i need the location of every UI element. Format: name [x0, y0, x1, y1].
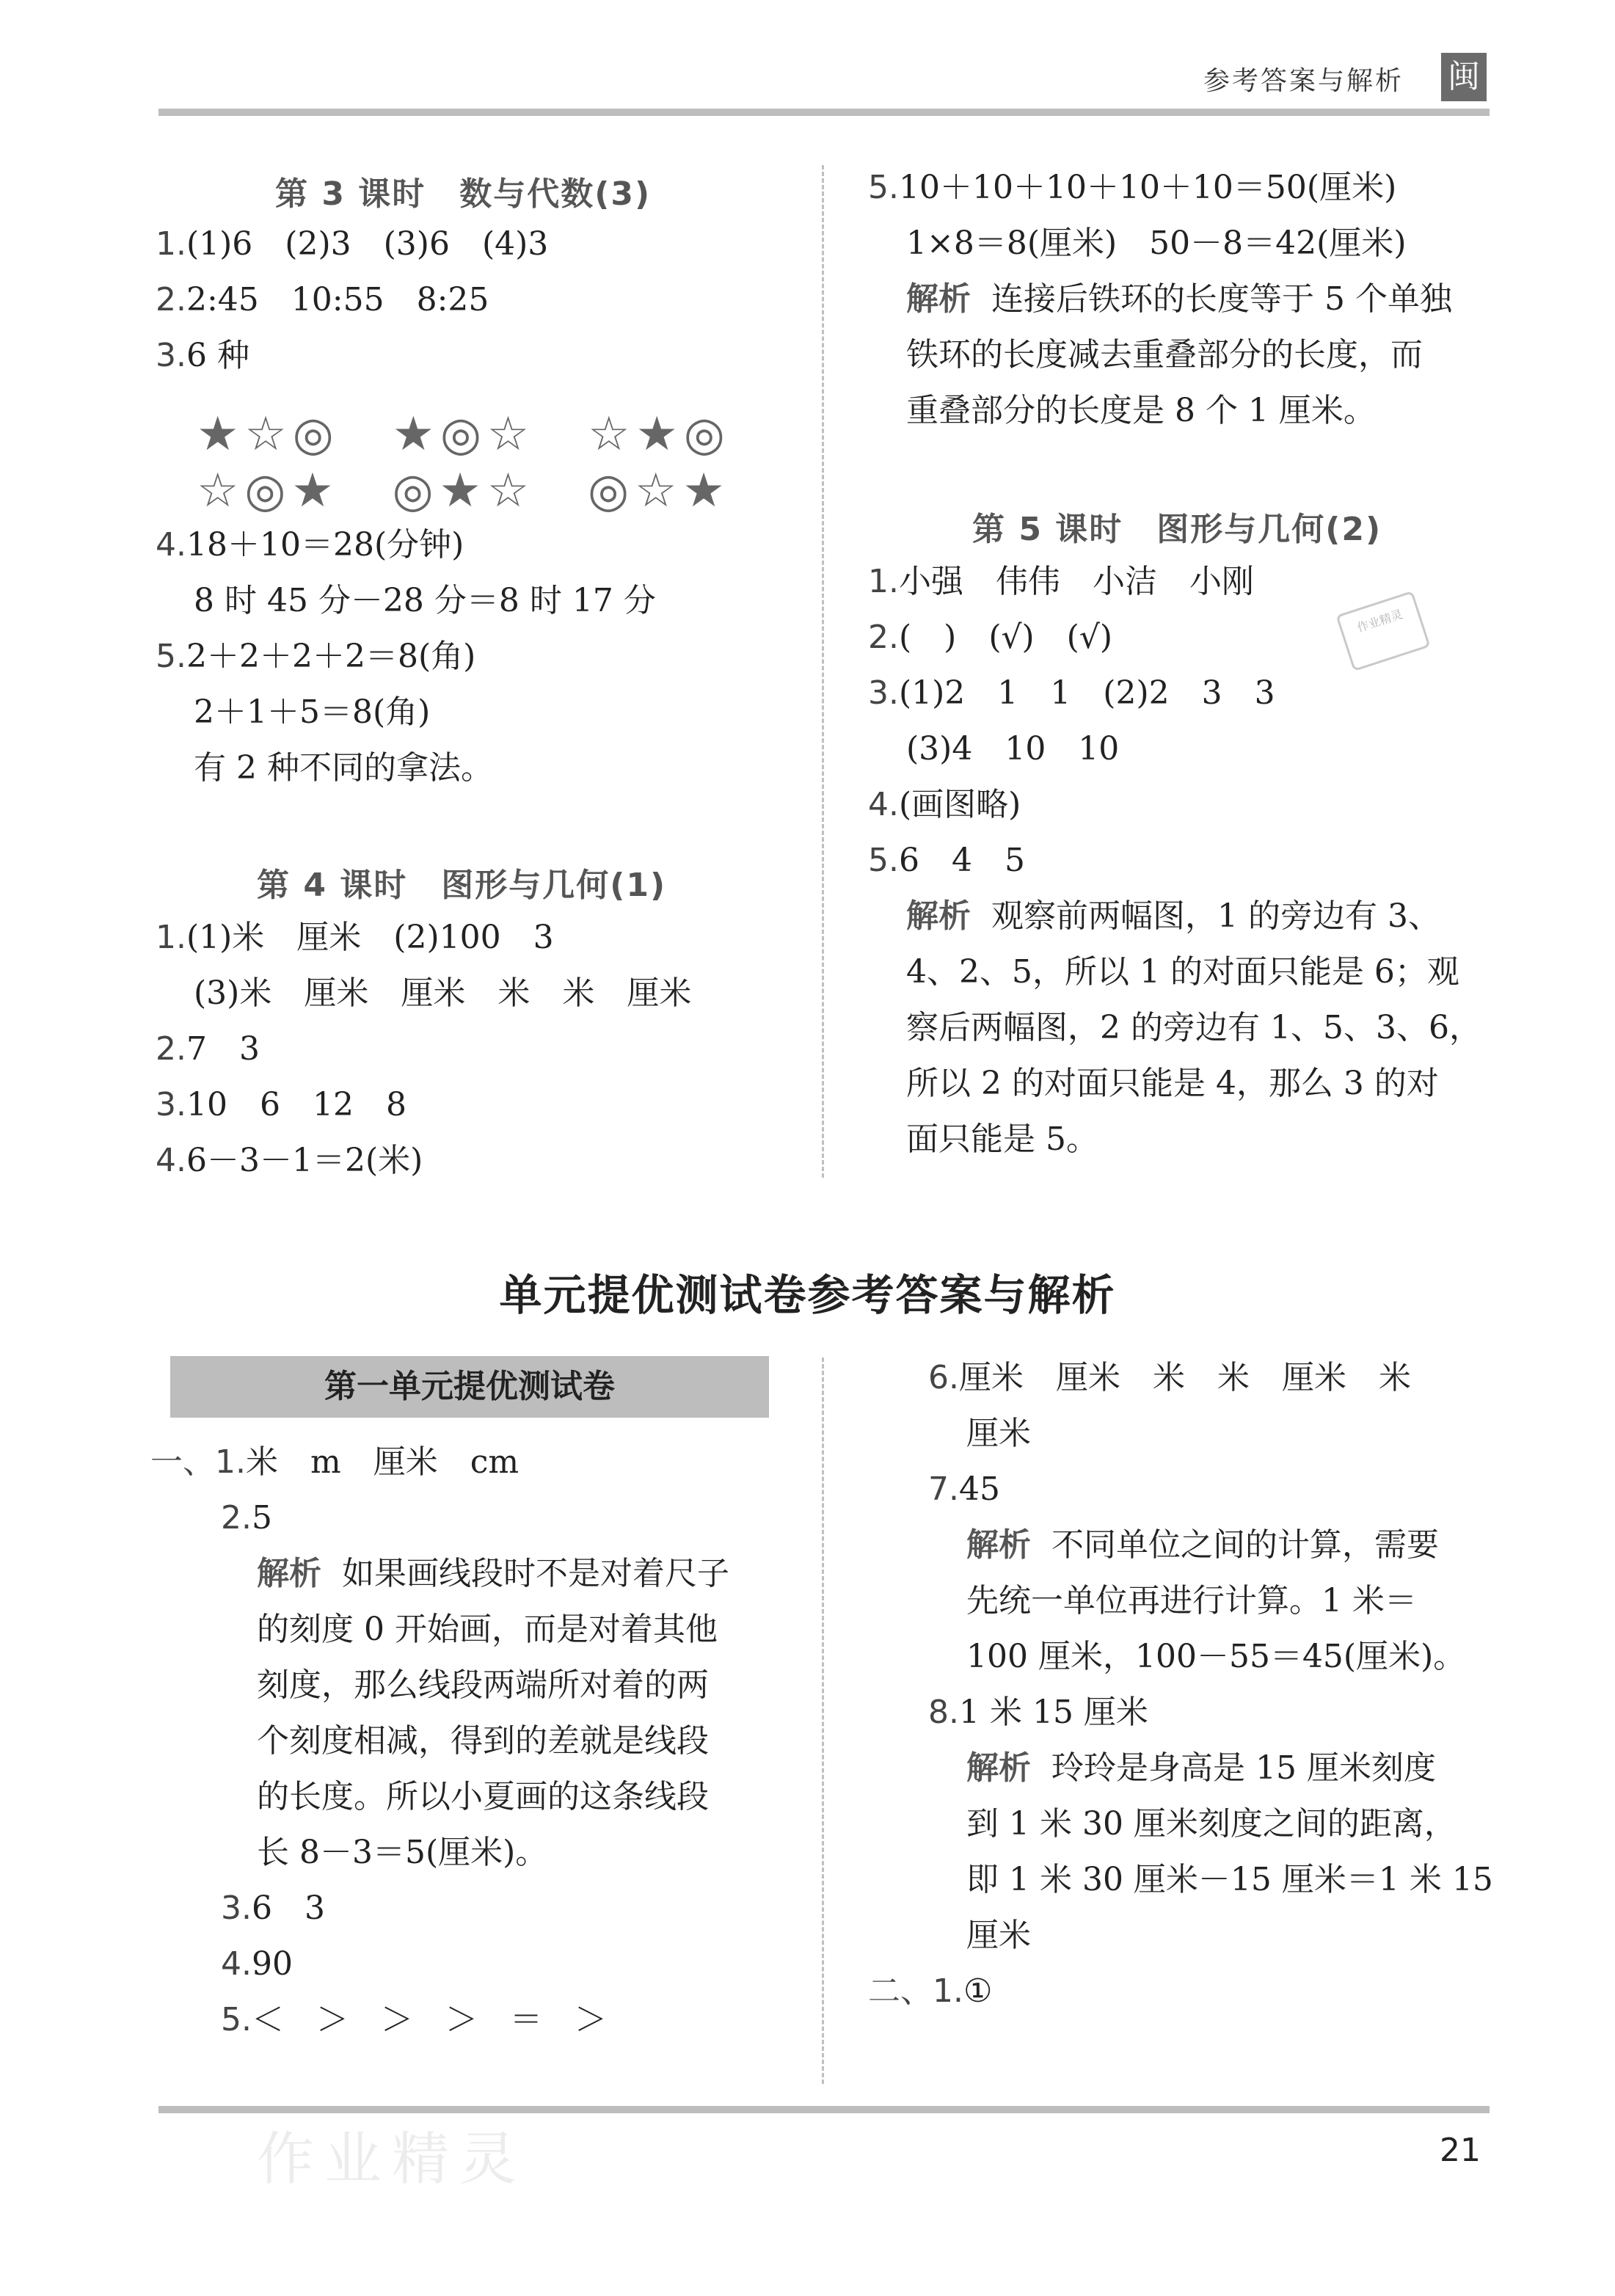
- answer-line: 厘米: [966, 1415, 1031, 1452]
- analysis-line: 个刻度相减，得到的差就是线段: [257, 1722, 709, 1760]
- watermark-stamp: 作业精灵: [1335, 591, 1430, 671]
- unit1-title-bar: 第一单元提优测试卷: [170, 1356, 769, 1418]
- answer-line: (3)米 厘米 厘米 米 米 厘米: [194, 974, 692, 1012]
- analysis-line: 4、2、5，所以 1 的对面只能是 6；观: [906, 953, 1459, 991]
- symbol-row-1: ★☆◎ ★◎☆ ☆★◎: [197, 407, 731, 462]
- answer-line: 2＋1＋5＝8(角): [194, 693, 431, 731]
- analysis-line: 先统一单位再进行计算。1 米＝: [966, 1582, 1417, 1619]
- lesson3-cont-answers: [868, 160, 1499, 439]
- lesson3-answers-2: [156, 517, 801, 796]
- answer-line: 2.7 3: [156, 1030, 260, 1068]
- analysis-line: 解析 玲玲是身高是 15 厘米刻度: [966, 1749, 1436, 1787]
- answer-line: 5.2＋2＋2＋2＝8(角): [156, 638, 476, 675]
- analysis-line: 面只能是 5。: [906, 1120, 1098, 1158]
- analysis-line: 刻度，那么线段两端所对着的两: [257, 1666, 709, 1704]
- answer-line: 有 2 种不同的拿法。: [194, 749, 493, 787]
- lesson5-title: 第 5 课时 图形与几何(2): [972, 511, 1382, 548]
- lesson5-answers: [868, 554, 1499, 1167]
- analysis-line: 解析 如果画线段时不是对着尺子: [257, 1555, 729, 1592]
- analysis-line: 察后两幅图，2 的旁边有 1、5、3、6，: [906, 1009, 1481, 1046]
- lesson4-answers: [156, 910, 801, 1189]
- analysis-line: 100 厘米，100－55＝45(厘米)。: [966, 1638, 1466, 1675]
- analysis-line: 的长度。所以小夏画的这条线段: [257, 1778, 709, 1815]
- answer-line: 5.＜ ＞ ＞ ＞ ＝ ＞: [221, 2001, 607, 2038]
- answer-line: 7.45: [928, 1470, 1000, 1508]
- analysis-line: 铁环的长度减去重叠部分的长度，而: [906, 336, 1423, 373]
- header-rule: [158, 109, 1490, 116]
- region-badge: 闽: [1441, 53, 1487, 101]
- analysis-line: 到 1 米 30 厘米刻度之间的距离，: [966, 1805, 1457, 1843]
- answer-line: 4.90: [221, 1945, 293, 1983]
- answer-line: 一、1.米 m 厘米 cm: [150, 1443, 520, 1481]
- analysis-line: 厘米: [966, 1917, 1031, 1954]
- analysis-line: 解析 观察前两幅图，1 的旁边有 3、: [906, 897, 1440, 935]
- column-divider-bottom: [822, 1357, 824, 2084]
- analysis-line: 即 1 米 30 厘米－15 厘米＝1 米 15: [966, 1861, 1493, 1898]
- unit1-right-answers: [868, 1350, 1499, 2019]
- lesson3-answers: [156, 216, 801, 384]
- symbol-row-2: ☆◎★ ◎★☆ ◎☆★: [197, 464, 731, 518]
- answer-line: 2.5: [221, 1499, 272, 1537]
- section-title: 单元提优测试卷参考答案与解析: [499, 1270, 1116, 1320]
- footer-rule: [158, 2106, 1490, 2113]
- answer-line: (3)4 10 10: [906, 730, 1120, 768]
- column-divider-top: [822, 165, 824, 1178]
- answer-line: 3.10 6 12 8: [156, 1086, 407, 1123]
- answer-line: 5.10＋10＋10＋10＋10＝50(厘米): [868, 169, 1397, 206]
- answer-line: 3.6 种: [156, 337, 249, 374]
- answer-line: 1.小强 伟伟 小洁 小刚: [868, 563, 1254, 600]
- analysis-line: 的刻度 0 开始画，而是对着其他: [257, 1611, 718, 1648]
- answer-line: 1.(1)米 厘米 (2)100 3: [156, 919, 554, 956]
- watermark-text: 作业精灵: [257, 2126, 528, 2193]
- answer-line: 3.6 3: [221, 1889, 325, 1927]
- lesson4-title: 第 4 课时 图形与几何(1): [257, 867, 667, 904]
- answer-line: 1×8＝8(厘米) 50－8＝42(厘米): [906, 225, 1407, 262]
- answer-line: 2.( ) (√) (√): [868, 619, 1113, 656]
- answer-line: 4.18＋10＝28(分钟): [156, 526, 464, 564]
- answer-line: 1.(1)6 (2)3 (3)6 (4)3: [156, 225, 549, 263]
- unit1-left-answers: [150, 1435, 796, 2048]
- page-number: 21: [1440, 2132, 1481, 2169]
- answer-line: 3.(1)2 1 1 (2)2 3 3: [868, 674, 1275, 712]
- analysis-line: 解析 连接后铁环的长度等于 5 个单独: [906, 280, 1452, 318]
- analysis-line: 长 8－3＝5(厘米)。: [257, 1834, 548, 1871]
- answer-line: 6.厘米 厘米 米 米 厘米 米: [928, 1359, 1411, 1396]
- analysis-line: 重叠部分的长度是 8 个 1 厘米。: [906, 392, 1376, 429]
- answer-line: 二、1.①: [868, 1972, 993, 2010]
- answer-line: 5.6 4 5: [868, 842, 1025, 879]
- answer-line: 8.1 米 15 厘米: [928, 1694, 1148, 1731]
- analysis-line: 所以 2 的对面只能是 4，那么 3 的对: [906, 1065, 1439, 1102]
- answer-line: 4.6－3－1＝2(米): [156, 1142, 423, 1179]
- lesson3-title: 第 3 课时 数与代数(3): [275, 175, 652, 213]
- answer-line: 8 时 45 分－28 分＝8 时 17 分: [194, 582, 656, 619]
- answer-line: 4.(画图略): [868, 786, 1021, 823]
- analysis-line: 解析 不同单位之间的计算，需要: [966, 1526, 1439, 1564]
- header-title: 参考答案与解析: [1203, 66, 1404, 96]
- answer-line: 2.2:45 10:55 8:25: [156, 281, 489, 318]
